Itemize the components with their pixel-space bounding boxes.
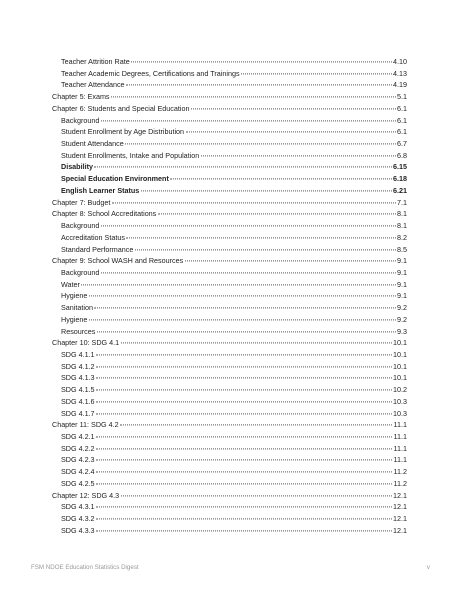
toc-dot-leader — [94, 167, 391, 168]
toc-entry-page: 12.1 — [393, 502, 407, 512]
toc-dot-leader — [96, 530, 391, 531]
toc-entry-page: 6.15 — [393, 162, 407, 172]
toc-dot-leader — [131, 61, 391, 62]
toc-entry-page: 11.2 — [393, 467, 407, 477]
toc-entry-title: Background — [61, 267, 100, 277]
toc-dot-leader — [126, 237, 395, 238]
toc-entry-title: SDG 4.1.6 — [61, 396, 95, 406]
toc-dot-leader — [101, 272, 396, 273]
toc-dot-leader — [96, 436, 392, 437]
toc-chapter-entry[interactable] — [52, 490, 407, 502]
toc-dot-leader — [96, 472, 392, 473]
toc-dot-leader — [96, 390, 391, 391]
toc-entry-page: 6.1 — [397, 115, 407, 125]
toc-entry-page: 8.5 — [397, 244, 407, 254]
toc-dot-leader — [89, 319, 396, 320]
toc-section-entry[interactable] — [52, 185, 407, 197]
toc-dot-leader — [120, 425, 392, 426]
toc-section-entry[interactable] — [52, 349, 407, 361]
toc-entry-page: 4.13 — [393, 68, 407, 78]
toc-section-entry[interactable] — [52, 126, 407, 138]
toc-entry-page: 9.1 — [397, 256, 407, 266]
toc-entry-page: 8.1 — [397, 209, 407, 219]
toc-dot-leader — [96, 413, 391, 414]
toc-entry-page: 10.1 — [393, 338, 407, 348]
toc-entry-title: Hygiene — [61, 314, 88, 324]
toc-dot-leader — [191, 108, 396, 109]
toc-entry-page: 6.18 — [393, 174, 407, 184]
toc-entry-page: 11.2 — [393, 478, 407, 488]
toc-entry-page: 11.1 — [393, 432, 407, 441]
toc-chapter-entry[interactable] — [52, 197, 407, 209]
toc-entry-title: Resources — [61, 326, 96, 336]
toc-entry-page: 6.8 — [397, 150, 407, 160]
toc-section-entry[interactable] — [52, 513, 407, 525]
toc-dot-leader — [126, 85, 391, 86]
toc-dot-leader — [96, 507, 391, 508]
toc-dot-leader — [101, 120, 396, 121]
toc-dot-leader — [96, 354, 391, 355]
toc-dot-leader — [201, 155, 396, 156]
toc-dot-leader — [96, 483, 392, 484]
toc-dot-leader — [158, 214, 396, 215]
toc-entry-title: SDG 4.2.1 — [61, 432, 95, 441]
toc-entry-page: 6.21 — [393, 185, 407, 195]
toc-dot-leader — [121, 343, 392, 344]
toc-dot-leader — [125, 143, 395, 144]
page-footer — [31, 564, 430, 571]
toc-dot-leader — [185, 261, 396, 262]
toc-entry-page: 6.1 — [397, 127, 407, 137]
toc-dot-leader — [96, 401, 391, 402]
toc-entry-page: 4.10 — [393, 57, 407, 66]
toc-entry-title: SDG 4.2.2 — [61, 443, 95, 453]
toc-dot-leader — [81, 284, 395, 285]
toc-entry-title: Chapter 12: SDG 4.3 — [52, 490, 120, 500]
toc-entry-title: Disability — [61, 162, 93, 172]
toc-section-entry[interactable] — [52, 232, 407, 244]
toc-entry-title: SDG 4.2.3 — [61, 455, 95, 465]
toc-entry-title: Chapter 9: School WASH and Resources — [52, 256, 184, 266]
toc-section-entry[interactable] — [52, 290, 407, 302]
toc-section-entry[interactable] — [52, 161, 407, 173]
toc-entry-title: SDG 4.2.4 — [61, 467, 95, 477]
toc-entry-page: 11.1 — [393, 420, 407, 430]
toc-chapter-entry[interactable] — [52, 255, 407, 267]
toc-dot-leader — [96, 448, 392, 449]
toc-entry-page: 9.1 — [397, 291, 407, 301]
toc-entry-page: 9.1 — [397, 267, 407, 277]
toc-chapter-entry[interactable] — [52, 419, 407, 431]
toc-entry-title: Chapter 11: SDG 4.2 — [52, 420, 119, 430]
toc-section-entry[interactable] — [52, 454, 407, 466]
toc-section-entry[interactable] — [52, 314, 407, 326]
toc-entry-page: 5.1 — [397, 92, 407, 102]
toc-entry-title: Chapter 6: Students and Special Education — [52, 103, 190, 113]
toc-entry-title: Chapter 10: SDG 4.1 — [52, 338, 120, 348]
toc-entry-title: Chapter 5: Exams — [52, 92, 110, 102]
toc-section-entry[interactable] — [52, 56, 407, 68]
toc-entry-title: Sanitation — [61, 303, 93, 313]
toc-dot-leader — [96, 460, 392, 461]
toc-section-entry[interactable] — [52, 267, 407, 279]
toc-chapter-entry[interactable] — [52, 91, 407, 103]
toc-section-entry[interactable] — [52, 220, 407, 232]
toc-dot-leader — [101, 225, 396, 226]
toc-entry-title: SDG 4.1.2 — [61, 361, 95, 371]
toc-entry-page: 10.1 — [393, 361, 407, 371]
footer-title: FSM NDOE Education Statistics Digest — [31, 564, 139, 571]
toc-entry-page: 12.1 — [393, 490, 407, 500]
toc-section-entry[interactable] — [52, 431, 407, 443]
toc-entry-page: 12.1 — [393, 525, 407, 535]
toc-entry-title: Hygiene — [61, 291, 88, 301]
toc-entry-title: Teacher Attrition Rate — [61, 57, 130, 66]
toc-entry-page: 6.1 — [397, 103, 407, 113]
toc-entry-page: 4.19 — [393, 80, 407, 90]
toc-section-entry[interactable] — [52, 150, 407, 162]
toc-entry-title: English Learner Status — [61, 185, 140, 195]
toc-entry-title: Student Enrollments, Intake and Population — [61, 150, 200, 160]
toc-section-entry[interactable] — [52, 408, 407, 420]
toc-entry-title: Accreditation Status — [61, 232, 125, 242]
toc-entry-page: 10.2 — [393, 385, 407, 395]
toc-entry-title: SDG 4.3.2 — [61, 514, 95, 524]
toc-dot-leader — [121, 495, 392, 496]
toc-chapter-entry[interactable] — [52, 208, 407, 220]
toc-dot-leader — [94, 307, 395, 308]
toc-dot-leader — [170, 179, 391, 180]
toc-entry-page: 10.1 — [393, 349, 407, 359]
toc-entry-page: 8.2 — [397, 232, 407, 242]
toc-section-entry[interactable] — [52, 372, 407, 384]
toc-entry-title: Student Enrollment by Age Distribution — [61, 127, 185, 137]
toc-section-entry[interactable] — [52, 138, 407, 150]
toc-entry-page: 9.2 — [397, 303, 407, 313]
toc-section-entry[interactable] — [52, 525, 407, 537]
toc-dot-leader — [96, 518, 391, 519]
toc-section-entry[interactable] — [52, 68, 407, 80]
toc-entry-page: 9.3 — [397, 326, 407, 336]
toc-entry-title: Chapter 7: Budget — [52, 197, 111, 207]
toc-entry-page: 6.7 — [397, 139, 407, 149]
toc-dot-leader — [112, 202, 396, 203]
toc-section-entry[interactable] — [52, 326, 407, 338]
toc-section-entry[interactable] — [52, 79, 407, 91]
toc-entry-title: Teacher Attendance — [61, 80, 125, 90]
toc-section-entry[interactable] — [52, 396, 407, 408]
toc-entry-title: SDG 4.3.3 — [61, 525, 95, 535]
toc-section-entry[interactable] — [52, 384, 407, 396]
toc-section-entry[interactable] — [52, 501, 407, 513]
toc-entry-page: 10.1 — [393, 373, 407, 383]
toc-entry-page: 11.1 — [393, 443, 407, 453]
toc-section-entry[interactable] — [52, 302, 407, 314]
toc-entry-title: Water — [61, 279, 80, 289]
toc-entry-title: SDG 4.1.3 — [61, 373, 95, 383]
toc-section-entry[interactable] — [52, 115, 407, 127]
toc-dot-leader — [96, 378, 391, 379]
toc-entry-title: Special Education Environment — [61, 174, 169, 184]
toc-entry-title: SDG 4.2.5 — [61, 478, 95, 488]
toc-section-entry[interactable] — [52, 279, 407, 291]
toc-entry-page: 9.2 — [397, 314, 407, 324]
toc-entry-title: SDG 4.3.1 — [61, 502, 95, 512]
toc-entry-title: SDG 4.1.5 — [61, 385, 95, 395]
toc-section-entry[interactable] — [52, 478, 407, 490]
toc-section-entry[interactable] — [52, 244, 407, 256]
toc-entry-page: 7.1 — [397, 197, 407, 207]
toc-dot-leader — [97, 331, 396, 332]
toc-dot-leader — [241, 73, 391, 74]
footer-page-number: v — [426, 564, 430, 571]
toc-dot-leader — [96, 366, 391, 367]
toc-entry-page: 9.1 — [397, 279, 407, 289]
toc-entry-title: SDG 4.1.1 — [61, 349, 95, 359]
toc-entry-title: Student Attendance — [61, 139, 124, 149]
toc-entry-page: 8.1 — [397, 221, 407, 231]
toc-entry-title: Background — [61, 115, 100, 125]
toc-entry-title: Background — [61, 221, 100, 231]
toc-entry-title: SDG 4.1.7 — [61, 408, 95, 418]
toc-dot-leader — [135, 249, 396, 250]
toc-entry-page: 12.1 — [393, 514, 407, 524]
toc-entry-title: Teacher Academic Degrees, Certifications and Trainings — [61, 68, 240, 78]
toc-chapter-entry[interactable] — [52, 103, 407, 115]
toc-entry-page: 10.3 — [393, 396, 407, 406]
toc-section-entry[interactable] — [52, 466, 407, 478]
toc-chapter-entry[interactable] — [52, 337, 407, 349]
toc-dot-leader — [141, 190, 392, 191]
toc-entry-page: 10.3 — [393, 408, 407, 418]
toc-entry-title: Chapter 8: School Accreditations — [52, 209, 157, 219]
table-of-contents — [52, 56, 407, 536]
toc-dot-leader — [111, 97, 395, 98]
toc-section-entry[interactable] — [52, 361, 407, 373]
toc-entry-page: 11.1 — [393, 455, 407, 465]
toc-entry-title: Standard Performance — [61, 244, 134, 254]
toc-section-entry[interactable] — [52, 173, 407, 185]
toc-dot-leader — [186, 132, 396, 133]
toc-section-entry[interactable] — [52, 443, 407, 455]
toc-dot-leader — [89, 296, 396, 297]
